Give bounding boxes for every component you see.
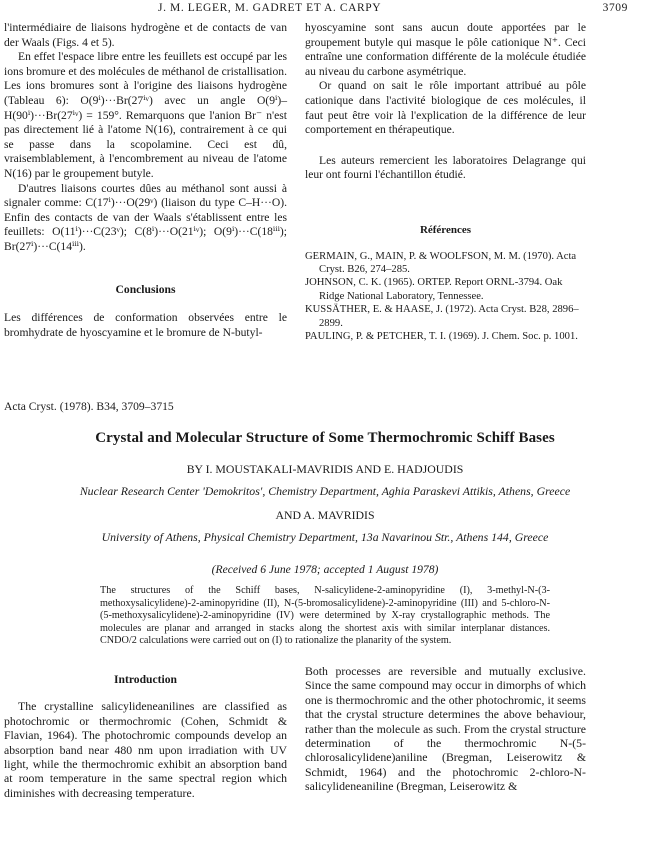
body-paragraph: Both processes are reversible and mutually exclusive. Since the same compound may occur in dimorphs of which one is thermochromic and the other photochromic, it seems that the crystal structure determines the above behaviour, rather than the molecule as such. From the crystal structure determination of the thermochromic N-(5-chlorosalicylidene)aniline (Bregman, Leiserowitz & Schmidt, 1964) and the photochromic 2-chloro-N-salicylideneaniline (Bregman, Leiserowitz & (305, 664, 586, 794)
introduction-paragraph: The crystalline salicylideneanilines are classified as photochromic or thermochromic (Cohen, Schmidt & Flavian, 1964). The photochromic compounds develop an absorption band near 480 nm upon irradiation with UV light, while the thermochromic exhibit an absorption band at room temperature in the same spectral region which diminishes with decreasing temperature. (4, 699, 287, 800)
author-byline: BY I. MOUSTAKALI-MAVRIDIS AND E. HADJOUDIS (186, 462, 464, 476)
introduction-column (4, 673, 287, 800)
author-byline-2: AND A. MAVRIDIS (275, 508, 375, 522)
journal-citation: Acta Cryst. (1978). B34, 3709–3715 (4, 400, 174, 413)
conclusions-paragraph: Les différences de conformation observées entre le bromhydrate de hyoscyamine et le bromure de N-butyl- (4, 311, 287, 339)
body-right-column (305, 664, 586, 794)
reference-list (305, 250, 586, 344)
prev-paragraph-1: l'intermédiaire de liaisons hydrogène et de contacts de van der Waals (Figs. 4 et 5). (4, 21, 287, 49)
article-title: Crystal and Molecular Structure of Some Thermochromic Schiff Bases (95, 430, 555, 446)
running-head-authors: J. M. LEGER, M. GADRET ET A. CARPY (158, 2, 382, 14)
reference-item: PAULING, P. & PETCHER, T. I. (1969). J. Chem. Soc. p. 1001. (305, 330, 578, 342)
conclusions-heading: Conclusions (115, 282, 176, 296)
references-heading: Références (419, 223, 472, 236)
prev-article-left-column (4, 21, 287, 340)
prev-right-paragraph-2: Or quand on sait le rôle important attribué au pôle cationique dans l'activité biologique de ces molécules, il faut peut être voir là l'explication de la différence de leur comportement en thérapeutique. (305, 79, 586, 137)
reference-item: JOHNSON, C. K. (1965). ORTEP. Report ORNL-3794. Oak Ridge National Laboratory, Tennessee. (305, 277, 563, 302)
reference-item: KUSSÄTHER, E. & HAASE, J. (1972). Acta Cryst. B28, 2896–2899. (305, 304, 579, 329)
author-affiliation: Nuclear Research Center 'Demokritos', Chemistry Department, Aghia Paraskevi Attikis, Athens, Greece (79, 484, 571, 498)
running-head (0, 2, 650, 18)
prev-article-right-column (305, 21, 586, 343)
received-dates: (Received 6 June 1978; accepted 1 August 1978) (211, 563, 439, 576)
page-number: 3709 (602, 2, 628, 14)
prev-right-paragraph-1: hyoscyamine sont sans aucun doute apportées par le groupement butyle qui masque le pôle cationique N⁺. Ceci entraîne une conformation différente de la molécule étudiée au niveau du carbone asymétrique. (305, 21, 586, 78)
abstract: The structures of the Schiff bases, N-salicylidene-2-aminopyridine (I), 3-methyl-N-(3-methoxysalicylidene)-2-aminopyridine (II), N-(5-bromosalicylidene)-2-aminopyridine (III) and 5-chloro-N-(5-methoxysalicylidene)-2-aminopyridine (IV) were determined by X-ray crystallographic methods. The molecules are planar and arranged in stacks along the shortest axis with similar interplanar distances. CNDO/2 calculations were carried out on (I) to rationalize the planarity of the system. (100, 585, 550, 647)
prev-paragraph-3: D'autres liaisons courtes dûes au méthanol sont aussi à signaler comme: C(17ⁱ)···O(29ᵛ) (liaison du type C–H···O). Enfin des contacts de van der Waals s'établissent entre les feuillets: O(11ⁱ)···C(23ᵛ); C(8ⁱ)···O(21ⁱᵛ); O(9ⁱ)···C(18ⁱⁱⁱ); Br(27ⁱ)···C(14ⁱⁱⁱ). (4, 181, 287, 253)
prev-paragraph-2: En effet l'espace libre entre les feuillets est occupé par les ions bromure et des molécules de méthanol de cristallisation. Les ions bromures sont à l'origine des liaisons hydrogène (Tableau 6): O(9ⁱ)···Br(27ⁱᵛ) avec un angle O(9ⁱ)–H(90ⁱ)···Br(27ⁱᵛ) = 159°. Remarquons que l'anion Br⁻ n'est pas directement lié à l'atome N(16), contrairement à ce qui se passe dans la scopolamine. Ceci est dû, vraisemblablement, à l'encombrement au niveau de l'atome N(16) par le groupement butyle. (4, 50, 288, 180)
reference-item: GERMAIN, G., MAIN, P. & WOOLFSON, M. M. (1970). Acta Cryst. B26, 274–285. (305, 250, 577, 275)
acknowledgement: Les auteurs remercient les laboratoires Delagrange qui leur ont fourni l'échantillon étudié. (305, 153, 586, 182)
introduction-heading: Introduction (114, 673, 177, 686)
author-affiliation-2: University of Athens, Physical Chemistry Department, 13a Navarinou Str., Athens 144, Greece (101, 530, 549, 544)
